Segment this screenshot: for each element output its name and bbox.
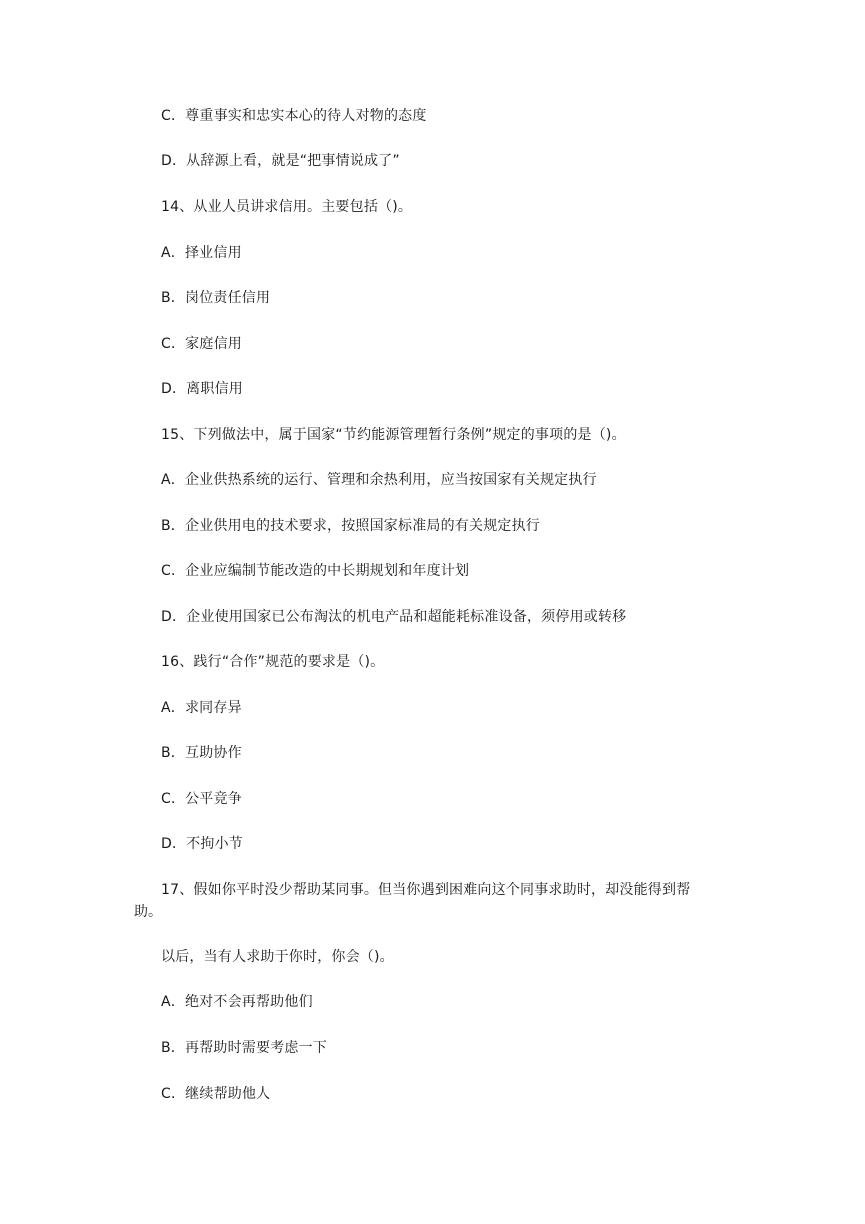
question-14: 14、从业人员讲求信用。主要包括（)。 (161, 199, 413, 215)
question-17-prompt: 以后，当有人求助于你时，你会（)。 (161, 949, 394, 965)
option-14b: B．岗位责任信用 (161, 290, 271, 306)
option-15a: A．企业供热系统的运行、管理和余热利用，应当按国家有关规定执行 (161, 472, 597, 488)
option-13d: D．从辞源上看，就是“把事情说成了” (161, 153, 400, 169)
option-16b: B．互助协作 (161, 745, 242, 761)
question-17-continued: 助。 (134, 904, 162, 920)
option-16a: A．求同存异 (161, 700, 242, 716)
option-15d: D．企业使用国家已公布淘汰的机电产品和超能耗标准设备，须停用或转移 (161, 609, 627, 625)
question-15: 15、下列做法中，属于国家“节约能源管理暂行条例”规定的事项的是（)。 (161, 427, 626, 443)
option-16d: D．不拘小节 (161, 836, 243, 852)
option-17b: B．再帮助时需要考虑一下 (161, 1040, 328, 1056)
option-16c: C．公平竞争 (161, 791, 242, 807)
question-16: 16、践行“合作”规范的要求是（)。 (161, 654, 385, 670)
option-13c: C．尊重事实和忠实本心的待人对物的态度 (161, 108, 427, 124)
option-17a: A．绝对不会再帮助他们 (161, 994, 313, 1010)
option-15c: C．企业应编制节能改造的中长期规划和年度计划 (161, 563, 470, 579)
option-14d: D．离职信用 (161, 381, 243, 397)
question-17: 17、假如你平时没少帮助某同事。但当你遇到困难向这个同事求助时，却没能得到帮 (161, 882, 691, 898)
option-17c: C．继续帮助他人 (161, 1086, 271, 1102)
option-14a: A．择业信用 (161, 245, 242, 261)
option-14c: C．家庭信用 (161, 336, 242, 352)
option-15b: B．企业供用电的技术要求，按照国家标准局的有关规定执行 (161, 518, 541, 534)
